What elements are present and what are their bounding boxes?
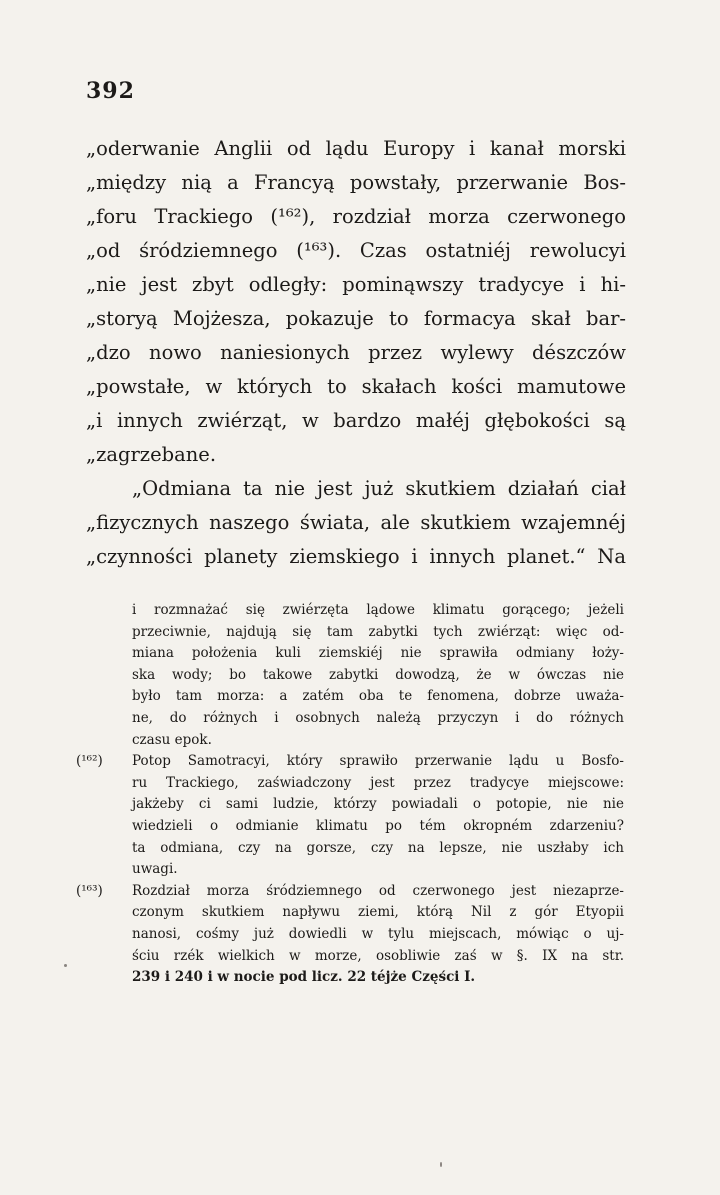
body-line: „nie jest zbyt odległy: pominąwszy tradycye i hi- [86, 273, 626, 296]
body-line: „między nią a Francyą powstały, przerwanie Bos- [86, 171, 626, 194]
footnote-line: ściu rzék wielkich w morze, osobliwie zaś w §. IX na str. [132, 947, 624, 964]
paper-speck [64, 964, 67, 967]
body-line: „i innych zwiérząt, w bardzo małéj głębokości są [86, 409, 626, 432]
body-line: „od śródziemnego (¹⁶³). Czas ostatniéj rewolucyi [86, 239, 626, 262]
footnote-line: czasu epok. [132, 731, 212, 748]
body-line: „oderwanie Anglii od lądu Europy i kanał morski [86, 137, 626, 160]
footnote-162 [76, 751, 624, 773]
main-text [86, 132, 626, 574]
body-line: „storyą Mojżesza, pokazuje to formacya skał bar- [86, 307, 626, 330]
footnote-line: ta odmiana, czy na gorsze, czy na lepsze, nie uszłaby ich [132, 839, 624, 856]
footnote-line: czonym skutkiem napływu ziemi, którą Nil z gór Etyopii [132, 904, 624, 921]
footnote-line: Potop Samotracyi, który sprawiło przerwanie lądu u Bosfo- [132, 753, 624, 770]
footnote-line: 239 i 240 i w nocie pod licz. 22 téjże Części I. [132, 969, 476, 986]
footnote-line: nanosi, cośmy już dowiedli w tylu miejscach, mówiąc o uj- [132, 925, 624, 942]
page-number: 392 [86, 78, 135, 104]
body-line: „Odmiana ta nie jest już skutkiem działań ciał [132, 477, 626, 500]
body-line: „foru Trackiego (¹⁶²), rozdział morza czerwonego [86, 205, 626, 228]
body-line: „czynności planety ziemskiego i innych planet.“ Na [86, 545, 626, 568]
footnote-line: uwagi. [132, 861, 178, 878]
body-line: „powstałe, w których to skałach kości mamutowe [86, 375, 626, 398]
footnotes [76, 600, 624, 989]
footnote-line: przeciwnie, najdują się tam zabytki tych zwiérząt: więc od- [132, 623, 624, 640]
footnote-line: miana położenia kuli ziemskiéj nie sprawiła odmiany łoży- [132, 645, 624, 662]
body-line: „fizycznych naszego świata, ale skutkiem wzajemnéj [86, 511, 626, 534]
footnote-marker: (¹⁶³) [76, 882, 103, 899]
footnote-line: było tam morza: a zatém oba te fenomena, dobrze uważa- [132, 688, 624, 705]
footnote-line: wiedzieli o odmianie klimatu po tém okropném zdarzeniu? [132, 817, 624, 834]
body-line: „dzo nowo naniesionych przez wylewy dészczów [86, 341, 626, 364]
footnote-line: Rozdział morza śródziemnego od czerwonego jest niezaprze- [132, 882, 624, 899]
paper-speck [440, 1162, 442, 1167]
footnote-line: ska wody; bo takowe zabytki dowodzą, że w ówczas nie [132, 666, 624, 683]
footnote-line: ne, do różnych i osobnych należą przyczyn i do różnych [132, 709, 624, 726]
footnote-marker: (¹⁶²) [76, 753, 103, 770]
footnote-line: jakżeby ci sami ludzie, którzy powiadali o potopie, nie nie [132, 796, 624, 813]
body-line: „zagrzebane. [86, 443, 217, 466]
footnote-line: ru Trackiego, zaświadczony jest przez tradycye miejscowe: [132, 774, 624, 791]
footnote-163 [76, 881, 624, 903]
footnote-line: i rozmnażać się zwiérzęta lądowe klimatu gorącego; jeżeli [132, 602, 624, 618]
